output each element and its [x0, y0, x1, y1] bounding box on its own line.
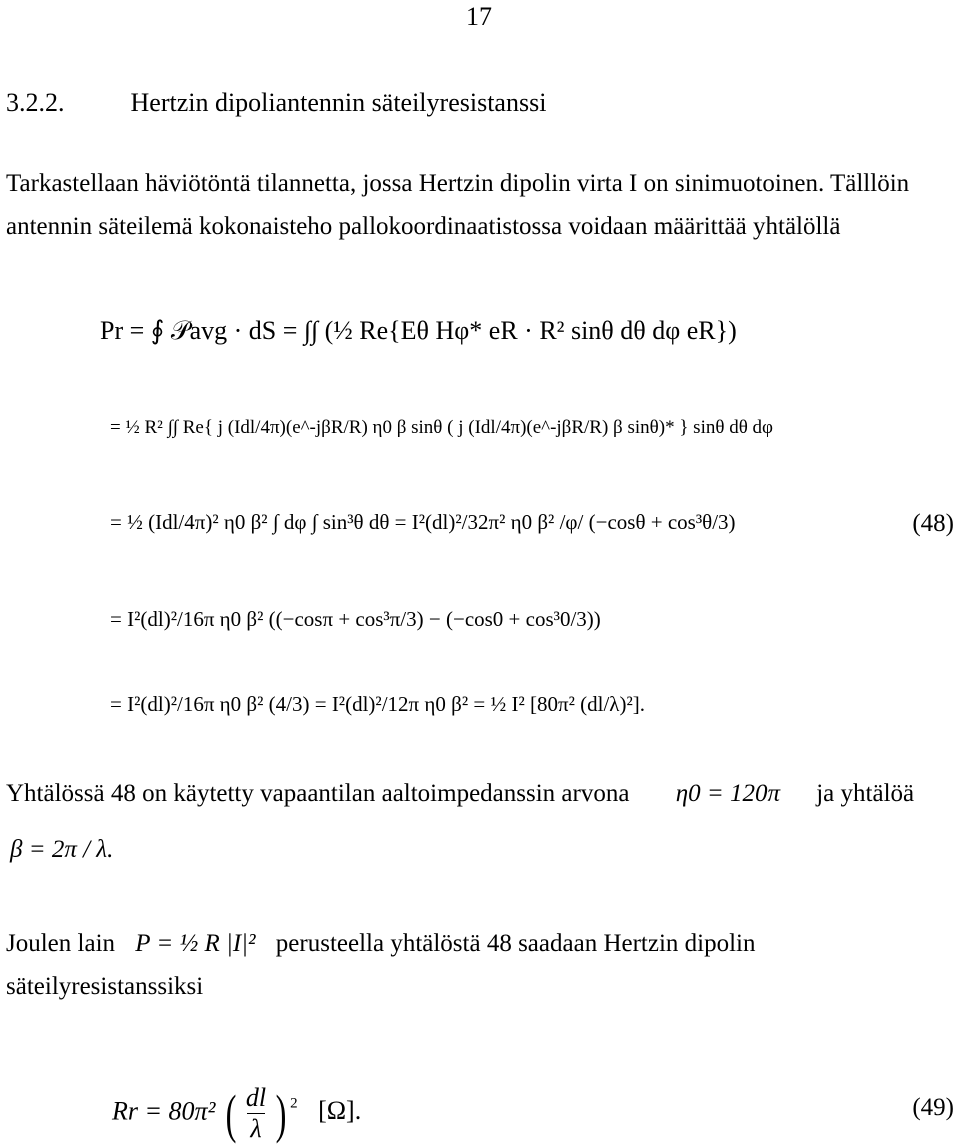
eq49-lhs: Rr = 80π²	[112, 1096, 216, 1126]
page-number: 17	[466, 2, 492, 31]
eq48-line3: = ½ (Idl/4π)² η0 β² ∫ dφ ∫ sin³θ dθ = I²(dl)²/32π² η0 β² /φ/ (−cosθ + cos³θ/3)	[110, 510, 736, 534]
eq48-line5: = I²(dl)²/16π η0 β² (4/3) = I²(dl)²/12π η0 β² = ½ I² [80π² (dl/λ)²].	[110, 692, 646, 716]
section-heading	[6, 88, 546, 118]
eta-value: η0 = 120π	[675, 780, 780, 807]
beta-definition: β = 2π / λ.	[10, 836, 114, 863]
intro-paragraph: Tarkastellaan häviötöntä tilannetta, jossa Hertzin dipolin virta I on sinimuotoinen. Tälllöin antennin säteilemä kokonaisteho pallokoordinaatistossa voidaan määrittää yhtälöllä	[6, 170, 910, 240]
paragraph-joule: Joulen lain P = ½ R |I|² perusteella yhtälöstä 48 saadaan Hertzin dipolin säteilyresistanssiksi	[6, 930, 756, 1000]
eq48-line2: = ½ R² ∫∫ Re{ j (Idl/4π)(e^-jβR/R) η0 β sinθ ( j (Idl/4π)(e^-jβR/R) β sinθ)* } sinθ dθ dφ	[110, 417, 774, 438]
joule-law: P = ½ R |I|²	[135, 930, 256, 957]
eq48-line4: = I²(dl)²/16π η0 β² ((−cosπ + cos³π/3) − (−cos0 + cos³0/3))	[110, 607, 601, 631]
eq49-fraction: $\frac{dl}{\lambda}$	[245, 1083, 267, 1143]
eq48-line1: Pr = ∮ 𝒫avg · dS = ∫∫ (½ Re{Eθ Hφ* eR · R² sinθ dθ dφ eR})	[100, 316, 737, 345]
equation-49: Rr = 80π² ( $\frac{dl}{\lambda}$ ) $^2$ [Ω].	[112, 1083, 362, 1144]
eq48-label: (48)	[912, 510, 954, 537]
eq49-label: (49)	[912, 1094, 954, 1121]
eq49-unit: [Ω].	[318, 1096, 362, 1126]
section-title: Hertzin dipoliantennin säteilyresistanssi	[130, 88, 547, 117]
section-number: 3.2.2.	[6, 88, 65, 117]
paragraph-impedance: Yhtälössä 48 on käytetty vapaantilan aaltoimpedanssin arvona η0 = 120π ja yhtälöä	[6, 780, 915, 807]
